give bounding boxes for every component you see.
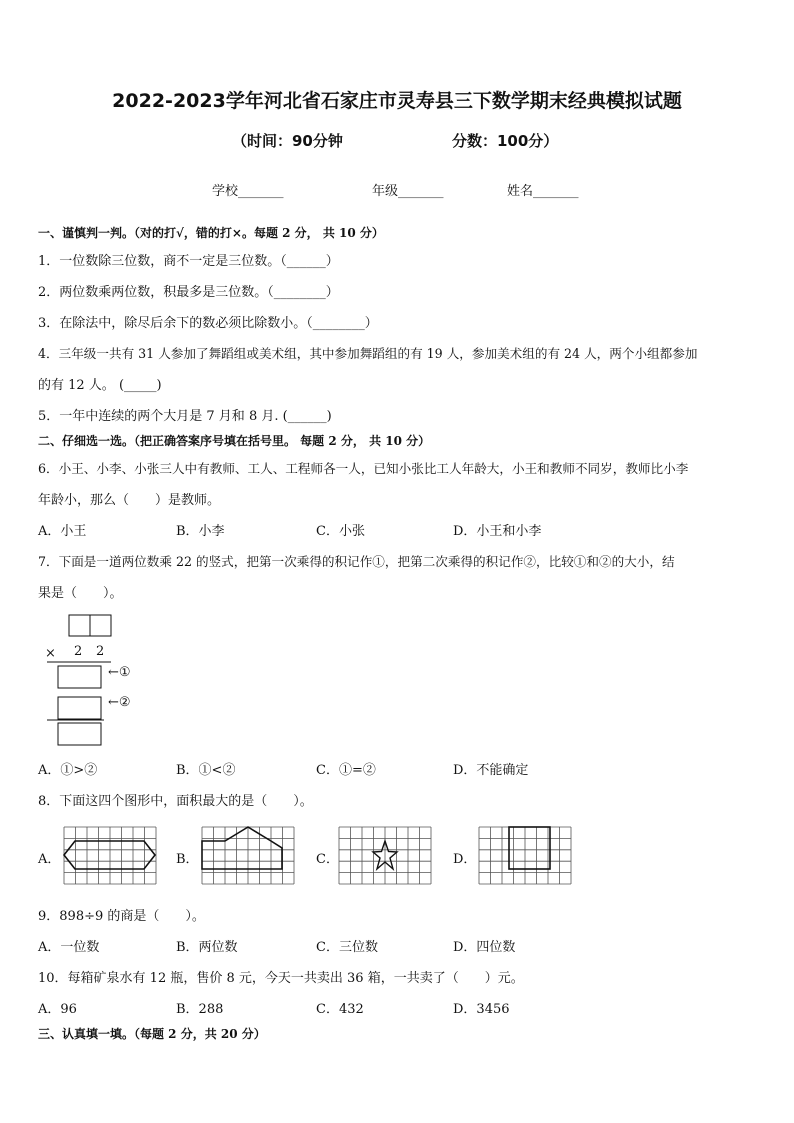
q10-option-d: D．3456	[453, 1002, 510, 1017]
q9-option-c: C．三位数	[316, 940, 378, 955]
question-10: 10．每箱矿泉水有 12 瓶，售价 8 元，今天一共卖出 36 箱，一共卖了（ ）元。	[38, 971, 524, 986]
exam-score: 分数：100分）	[452, 132, 559, 150]
question-6-line2: 年龄小，那么（ ）是教师。	[38, 493, 221, 508]
q7-result-box	[58, 723, 101, 745]
page-title: 2022-2023学年河北省石家庄市灵寿县三下数学期末经典模拟试题	[112, 90, 682, 112]
q7-box-tens	[69, 615, 90, 636]
q8-shape-d	[509, 827, 550, 869]
question-9: 9．898÷9 的商是（ ）。	[38, 909, 205, 924]
q7-option-c: C．①=②	[316, 763, 376, 778]
q6-option-c: C．小张	[316, 524, 365, 539]
question-4-line1: 4．三年级一共有 31 人参加了舞蹈组或美术组，其中参加舞蹈组的有 19 人，参加美术组的有 24 人，两个小组都参加	[38, 346, 698, 361]
q7-option-a: A．①>②	[38, 763, 98, 778]
name-field: 姓名_______	[507, 184, 579, 199]
grade-field: 年级_______	[372, 184, 444, 199]
question-4-line2: 的有 12 人。 (_____)	[38, 378, 162, 393]
q7-label-2: ←②	[108, 695, 131, 710]
school-field: 学校_______	[212, 184, 284, 199]
exam-time: （时间：90分钟	[232, 132, 343, 150]
q7-box-ones	[90, 615, 111, 636]
section3-heading: 三、认真填一填。（每题 2 分，共 20 分）	[38, 1027, 266, 1041]
q8-figure-b	[202, 827, 294, 884]
q6-option-b: B．小李	[176, 524, 225, 539]
question-1: 1．一位数除三位数，商不一定是三位数。（______）	[38, 254, 339, 269]
q9-option-b: B．两位数	[176, 940, 238, 955]
q10-option-c: C．432	[316, 1002, 364, 1017]
q7-option-b: B．①<②	[176, 763, 236, 778]
q7-times-sign: ×	[45, 646, 56, 661]
q8-label-b: B．	[176, 852, 199, 867]
question-3: 3．在除法中，除尽后余下的数必须比除数小。（________）	[38, 316, 378, 331]
q7-multiplier-tens: 2	[74, 644, 83, 659]
q8-shape-a	[64, 841, 155, 869]
q7-product-2-box	[58, 697, 101, 719]
q10-option-b: B．288	[176, 1002, 224, 1017]
question-7-line2: 果是（ ）。	[38, 586, 123, 601]
q7-product-1-box	[58, 666, 101, 688]
q8-label-c: C．	[316, 852, 339, 867]
question-7-line1: 7．下面是一道两位数乘 22 的竖式，把第一次乘得的积记作①，把第二次乘得的积记作②，比较①和②的大小，结	[38, 554, 675, 569]
q9-option-a: A．一位数	[38, 940, 100, 955]
q8-label-d: D．	[453, 852, 477, 867]
q6-option-a: A．小王	[38, 524, 87, 539]
q8-label-a: A．	[38, 852, 61, 867]
section1-heading: 一、谨慎判一判。（对的打√，错的打×。每题 2 分， 共 10 分）	[38, 226, 384, 240]
q8-figure-d	[479, 827, 571, 884]
q7-option-d: D．不能确定	[453, 763, 529, 778]
q6-option-d: D．小王和小李	[453, 524, 542, 539]
question-5: 5．一年中连续的两个大月是 7 月和 8 月. (______)	[38, 409, 332, 424]
q9-option-d: D．四位数	[453, 940, 516, 955]
question-2: 2．两位数乘两位数，积最多是三位数。（________）	[38, 285, 339, 300]
q8-shape-b	[202, 827, 282, 869]
question-8: 8．下面这四个图形中，面积最大的是（ ）。	[38, 794, 313, 809]
q8-figure-c	[339, 827, 431, 884]
question-6-line1: 6．小王、小李、小张三人中有教师、工人、工程师各一人，已知小张比工人年龄大，小王和教师不同岁，教师比小李	[38, 461, 689, 476]
section2-heading: 二、仔细选一选。（把正确答案序号填在括号里。 每题 2 分， 共 10 分）	[38, 434, 431, 448]
q10-option-a: A．96	[38, 1002, 77, 1017]
q7-label-1: ←①	[108, 665, 131, 680]
q8-figure-a	[64, 827, 156, 884]
q7-multiplier-ones: 2	[96, 644, 105, 659]
